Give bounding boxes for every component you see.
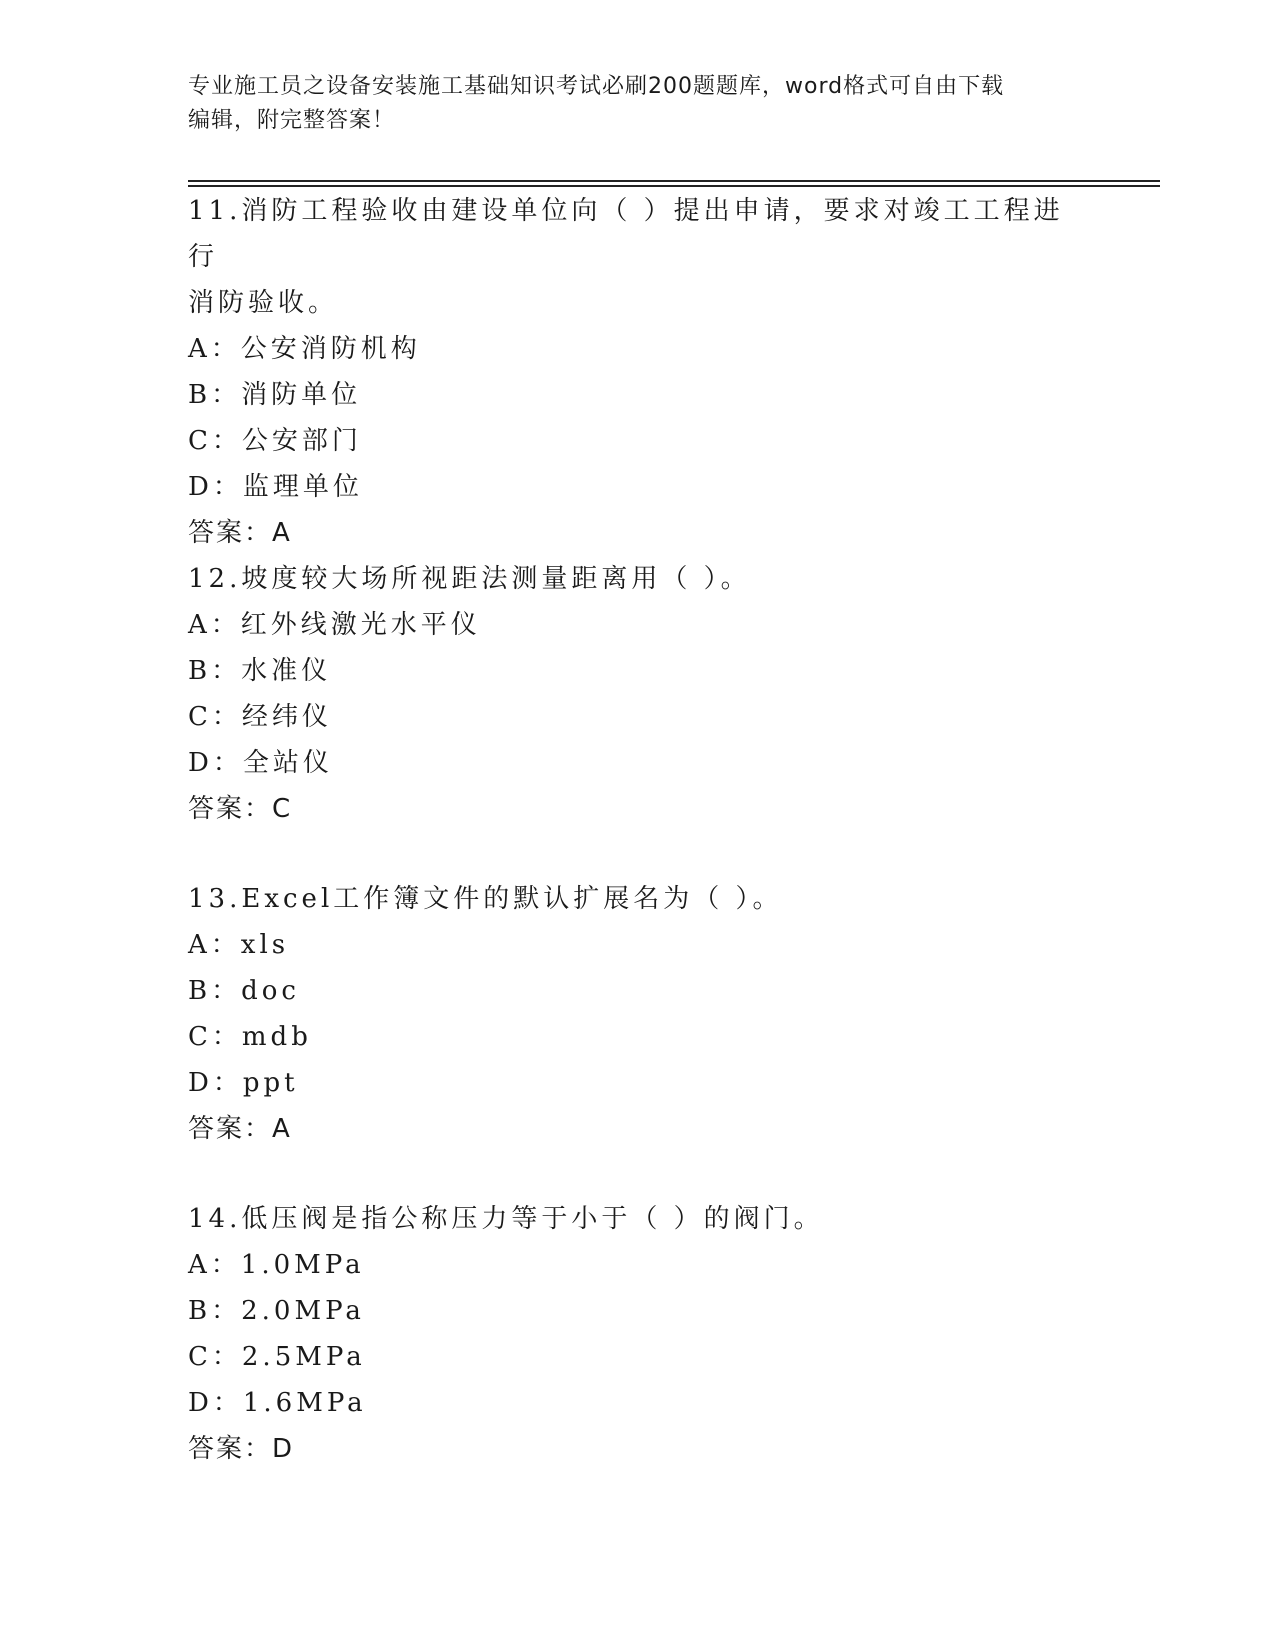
question-11 bbox=[188, 188, 1088, 556]
option-b: B：消防单位 bbox=[188, 380, 362, 410]
header-divider-top bbox=[188, 180, 1160, 182]
option-d: D：全站仪 bbox=[188, 748, 333, 778]
option-c: C：公安部门 bbox=[188, 426, 362, 456]
header-line-2: 编辑，附完整答案！ bbox=[188, 108, 396, 133]
header-line-1: 专业施工员之设备安装施工基础知识考试必刷200题题库，word格式可自由下载 bbox=[188, 74, 1005, 99]
question-stem: 12.坡度较大场所视距法测量距离用（ ）。 bbox=[188, 564, 751, 594]
answer: 答案：C bbox=[188, 794, 293, 824]
option-b: B：doc bbox=[188, 976, 300, 1006]
option-c: C：经纬仪 bbox=[188, 702, 332, 732]
header-divider-bottom bbox=[188, 185, 1160, 187]
answer: 答案：D bbox=[188, 1434, 295, 1464]
option-a: A：xls bbox=[188, 930, 290, 960]
question-stem-continued: 消防验收。 bbox=[188, 288, 339, 318]
option-a: A：1.0MPa bbox=[188, 1250, 365, 1280]
question-14 bbox=[188, 1196, 1088, 1472]
question-12 bbox=[188, 556, 1088, 832]
answer: 答案：A bbox=[188, 1114, 292, 1144]
option-d: D：ppt bbox=[188, 1068, 299, 1098]
question-stem: 13.Excel工作簿文件的默认扩展名为（ ）。 bbox=[188, 884, 783, 914]
option-a: A：红外线激光水平仪 bbox=[188, 610, 481, 640]
question-stem: 11.消防工程验收由建设单位向（ ）提出申请，要求对竣工工程进行 bbox=[188, 196, 1064, 272]
option-c: C：mdb bbox=[188, 1022, 312, 1052]
question-stem: 14.低压阀是指公称压力等于小于（ ）的阀门。 bbox=[188, 1204, 824, 1234]
question-13 bbox=[188, 876, 1088, 1152]
document-header bbox=[188, 70, 1088, 138]
option-d: D：1.6MPa bbox=[188, 1388, 367, 1418]
answer: 答案：A bbox=[188, 518, 292, 548]
option-b: B：水准仪 bbox=[188, 656, 332, 686]
option-a: A：公安消防机构 bbox=[188, 334, 421, 364]
option-b: B：2.0MPa bbox=[188, 1296, 365, 1326]
option-d: D：监理单位 bbox=[188, 472, 363, 502]
option-c: C：2.5MPa bbox=[188, 1342, 366, 1372]
